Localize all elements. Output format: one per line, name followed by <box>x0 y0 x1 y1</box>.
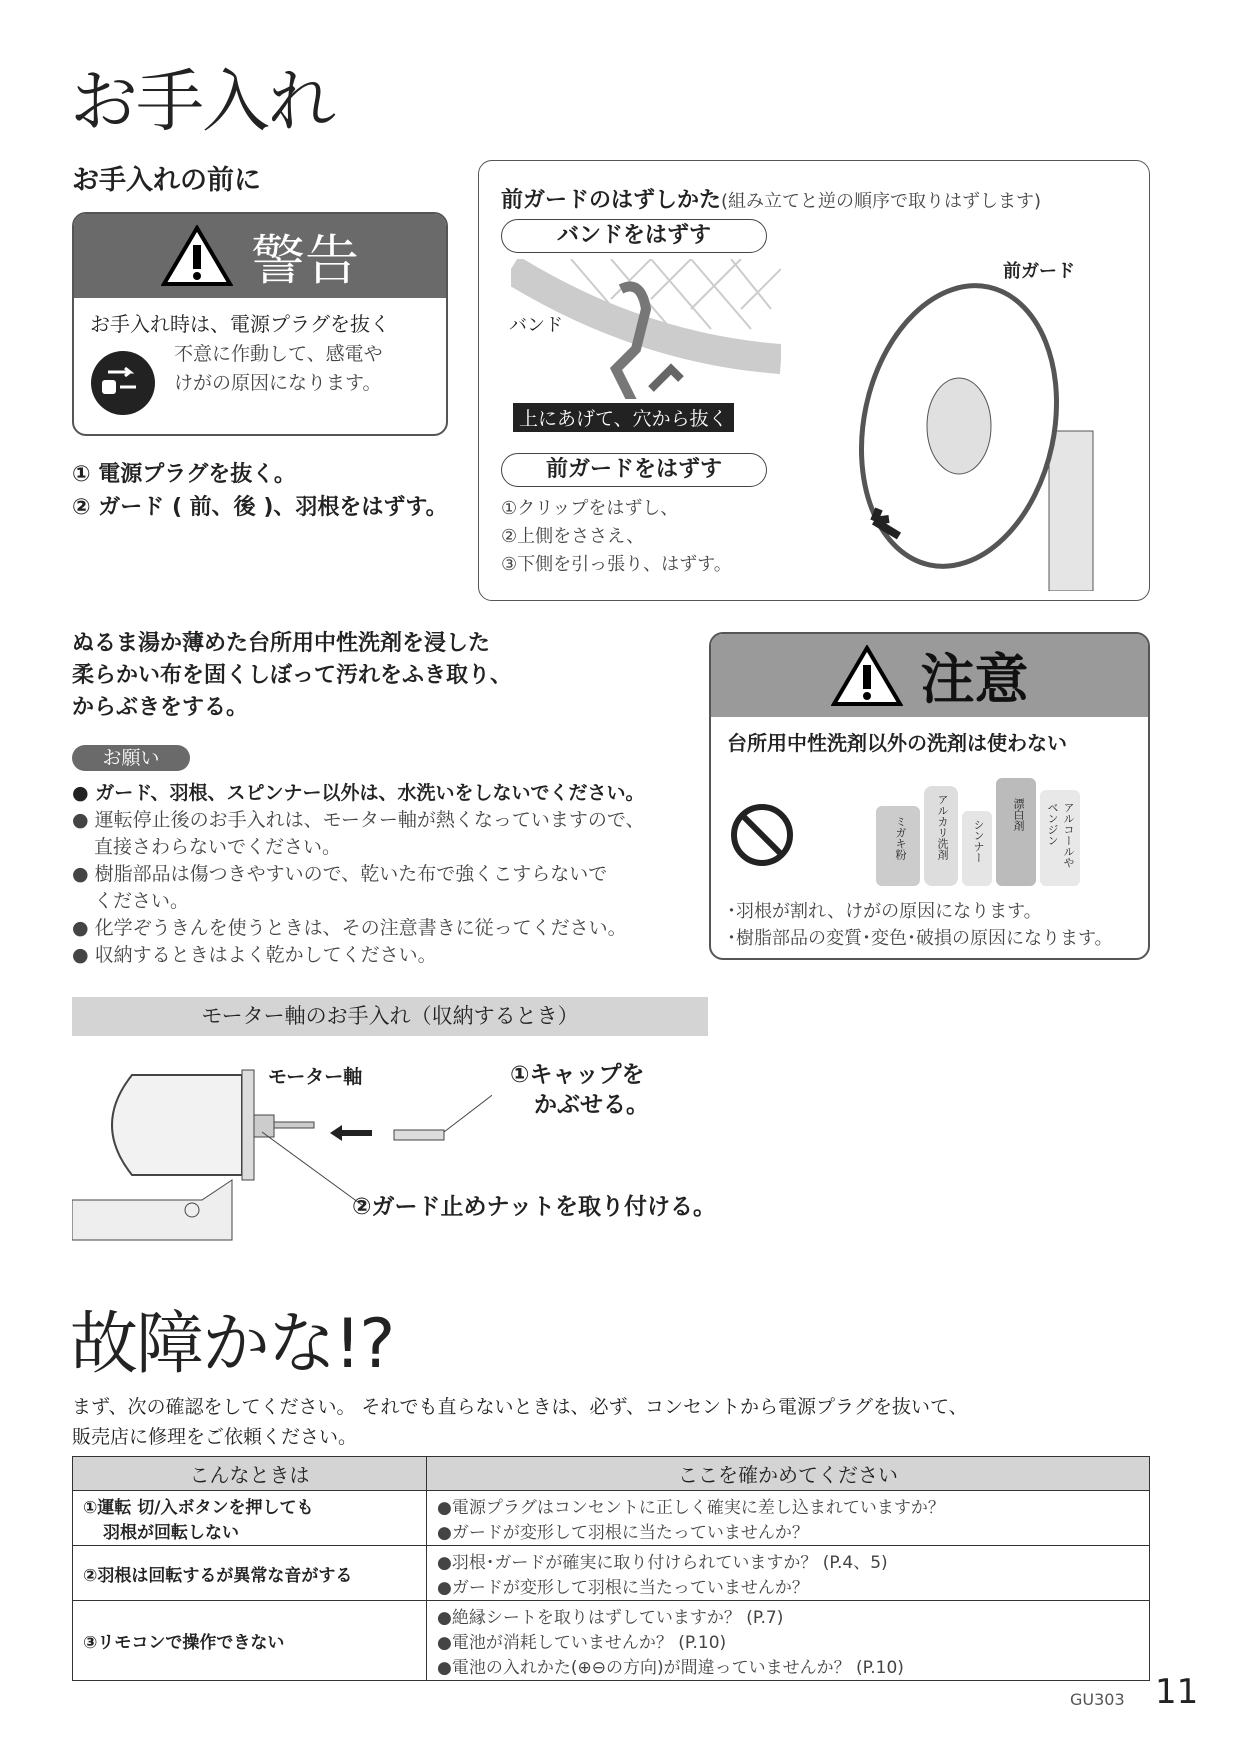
trouble-intro: まず、次の確認をしてください。 それでも直らないときは、必ず、コンセントから電源プラグを抜いて、 <box>72 1396 968 1418</box>
front-step: ①クリップをはずし、 <box>501 498 679 519</box>
check-item: ●電池の入れかた(⊕⊖の方向)が間違っていませんか？ (P.10) <box>437 1658 904 1678</box>
product-label: ミガキ粉 <box>876 806 920 886</box>
warning-box <box>72 212 448 436</box>
request-item: 運転停止後のお手入れは、モーター軸が熱くなっていますので、 <box>94 809 645 831</box>
guard-title-note: (組み立てと逆の順序で取りはずします) <box>721 191 1042 212</box>
trouble-title: 故障かな!? <box>70 1305 394 1384</box>
product-label: アルコールやベンジン <box>1040 790 1080 886</box>
trouble-intro: 販売店に修理をご依頼ください。 <box>72 1426 358 1448</box>
case-text: ②羽根は回転するが異常な音がする <box>83 1565 353 1586</box>
case-text: ①運転 切/入ボタンを押しても <box>83 1498 314 1518</box>
request-badge: お願い <box>72 745 190 771</box>
warning-label: 警告 <box>251 228 359 292</box>
motor-step1-cont: かぶせる。 <box>534 1092 649 1118</box>
warning-body-line: 不意に作動して、感電や <box>174 343 383 365</box>
warning-triangle-icon <box>161 225 233 287</box>
unplug-icon <box>90 350 156 416</box>
caution-box <box>709 632 1150 960</box>
prohibited-icon <box>729 802 795 868</box>
motor-step1: ①キャップを <box>510 1062 645 1088</box>
before-heading: お手入れの前に <box>72 165 261 196</box>
cleaning-line: 柔らかい布を固くしぼって汚れをふき取り、 <box>72 663 513 688</box>
case-text: 羽根が回転しない <box>103 1523 239 1543</box>
product-label: アルカリ洗剤 <box>924 786 958 886</box>
caution-note: ･樹脂部品の変質･変色･破損の原因になります。 <box>727 928 1113 949</box>
caution-subtitle: 台所用中性洗剤以外の洗剤は使わない <box>727 731 1067 755</box>
front-step: ②上側をささえ、 <box>501 526 645 547</box>
product-label: 漂白剤 <box>996 778 1036 886</box>
band-label: バンド <box>509 315 563 336</box>
request-item: 樹脂部品は傷つきやすいので、乾いた布で強くこすらないで <box>94 863 608 885</box>
page-title: お手入れ <box>70 63 335 142</box>
motor-heading: モーター軸のお手入れ（収納するとき） <box>72 997 708 1036</box>
caution-note: ･羽根が割れ、けがの原因になります。 <box>727 901 1042 922</box>
warning-subtitle: お手入れ時は、電源プラグを抜く <box>90 312 390 336</box>
warning-body-line: けがの原因になります。 <box>174 372 382 394</box>
column-header: ここを確かめてください <box>427 1457 1150 1491</box>
table-row <box>73 1546 1150 1601</box>
check-item: ●ガードが変形して羽根に当たっていませんか？ <box>437 1578 809 1598</box>
guard-title: 前ガードのはずしかた <box>501 188 722 213</box>
step: ① 電源プラグを抜く。 <box>72 462 296 487</box>
request-item-cont: ください。 <box>94 890 190 912</box>
check-item: ●電池が消耗していませんか？ (P.10) <box>437 1633 727 1653</box>
caution-label: 注意 <box>920 648 1029 711</box>
cleaning-line: ぬるま湯か薄めた台所用中性洗剤を浸した <box>72 631 491 656</box>
check-item: ●ガードが変形して羽根に当たっていませんか？ <box>437 1523 809 1543</box>
front-guard-pill: 前ガードをはずす <box>501 453 767 487</box>
band-pill: バンドをはずす <box>501 219 767 253</box>
front-step: ③下側を引っ張り、はずす。 <box>501 554 732 575</box>
column-header: こんなときは <box>73 1457 427 1491</box>
model-number: GU303 <box>1070 1690 1125 1709</box>
step: ② ガード ( 前、後 )、羽根をはずす。 <box>72 495 448 520</box>
check-item: ●羽根･ガードが確実に取り付けられていますか？ (P.4、5) <box>437 1553 888 1573</box>
motor-shaft-label: モーター軸 <box>268 1066 363 1088</box>
table-row <box>73 1601 1150 1681</box>
motor-step2: ②ガード止めナットを取り付ける。 <box>352 1194 717 1220</box>
cleaning-line: からぶきをする。 <box>72 695 249 720</box>
table-row <box>73 1491 1150 1546</box>
case-text: ③リモコンで操作できない <box>83 1633 285 1653</box>
check-item: ●電源プラグはコンセントに正しく確実に差し込まれていますか？ <box>437 1498 945 1518</box>
troubleshooting-table <box>72 1456 1150 1681</box>
warning-triangle-icon <box>831 645 903 707</box>
page-number: 11 <box>1155 1672 1199 1712</box>
product-label: シンナー <box>962 811 992 886</box>
request-item: 化学ぞうきんを使うときは、その注意書きに従ってください。 <box>94 917 627 939</box>
band-instruction: 上にあげて、穴から抜く <box>513 403 734 432</box>
fan-illustration <box>859 251 1129 591</box>
request-item: 収納するときはよく乾かしてください。 <box>94 944 437 966</box>
request-item: ガード、羽根、スピンナー以外は、水洗いをしないでください。 <box>95 782 645 804</box>
request-item-cont: 直接さわらないでください。 <box>94 836 342 858</box>
check-item: ●絶縁シートを取りはずしていますか？ (P.7) <box>437 1608 784 1628</box>
front-guard-label: 前ガード <box>1003 261 1075 282</box>
guard-removal-box <box>478 160 1150 601</box>
